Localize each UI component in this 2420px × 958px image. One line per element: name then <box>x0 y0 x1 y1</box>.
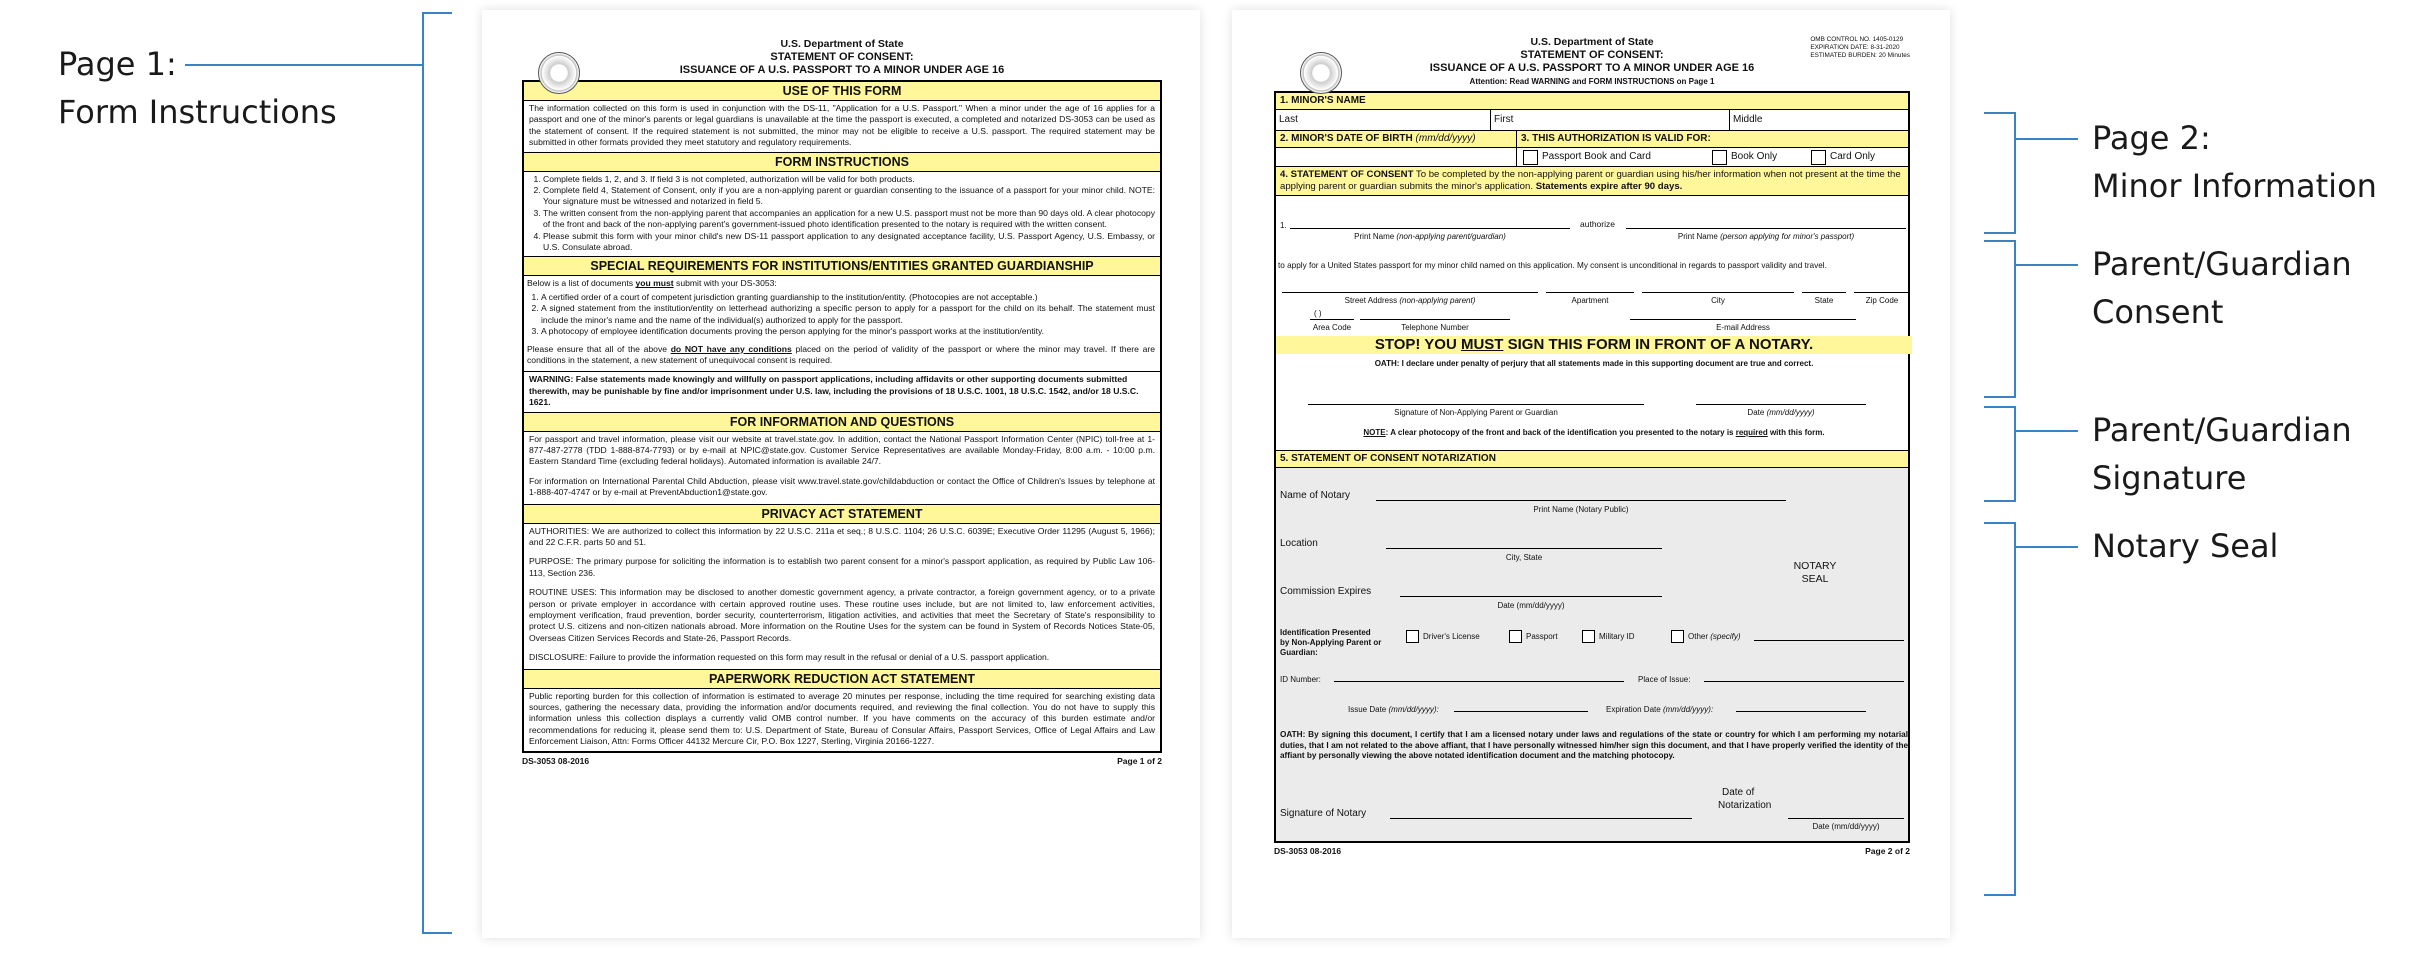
date-of-text: Date of <box>1722 787 1755 798</box>
minors-name-heading: 1. MINOR'S NAME <box>1276 93 1908 110</box>
stop-c: SIGN THIS FORM IN FRONT OF A NOTARY. <box>1503 336 1814 353</box>
annotation-signature <box>2092 406 2352 502</box>
military-id-checkbox[interactable] <box>1582 630 1595 643</box>
last-name-label: Last <box>1279 114 1298 126</box>
other-id-specify-input[interactable] <box>1754 630 1904 641</box>
cap-print-a-i: (non-applying parent/guardian) <box>1396 232 1506 241</box>
date-of-notarization-label <box>1718 786 1771 812</box>
privacy-purpose: PURPOSE: The primary purpose for soliciting the information is to establish two parent consent for a minor's passport application, as required by Public Law 106-113, Section 236. <box>529 556 1155 578</box>
privacy-act-heading: PRIVACY ACT STATEMENT <box>524 504 1160 524</box>
notarization-heading: 5. STATEMENT OF CONSENT NOTARIZATION <box>1276 450 1908 468</box>
other-id-checkbox[interactable] <box>1671 630 1684 643</box>
special-item: 1. A certified order of a court of competent jurisdiction granting guardianship to the institution/entity. (Photocopies are not acceptable.) <box>541 292 1155 303</box>
bracket-minor-info-tick <box>2014 138 2078 140</box>
notarization-text: Notarization <box>1718 800 1772 811</box>
annotation-signature-line2: Signature <box>2092 459 2247 497</box>
cap-date-i: (mm/dd/yyyy) <box>1766 408 1815 417</box>
caption-area-code: Area Code <box>1312 323 1352 332</box>
notary-name-input[interactable] <box>1376 486 1786 501</box>
special-intro-c: submit with your DS-3053: <box>673 278 777 289</box>
page1-title: STATEMENT OF CONSENT: <box>770 51 914 63</box>
bracket-signature-tick <box>2014 430 2078 432</box>
cap-print-b-i: (person applying for minor's passport) <box>1720 232 1855 241</box>
caption-commission-date: Date (mm/dd/yyyy) <box>1497 601 1565 610</box>
exp-date-format: (mm/dd/yyyy): <box>1662 705 1714 714</box>
other-id-label <box>1688 631 1740 642</box>
information-text <box>524 432 1160 504</box>
id-pres-c: Guardian: <box>1280 648 1318 657</box>
note-a: NOTE <box>1363 428 1386 437</box>
street-address-input[interactable] <box>1282 282 1538 293</box>
special-note-c: placed on the period of validity of the passport or where the minor may travel. If there are conditions in the statement, a new statement of unequivocal consent is required. <box>527 343 1155 365</box>
annotation-minor-info <box>2092 114 2377 210</box>
annotation-page1 <box>58 40 337 136</box>
dob-heading <box>1276 131 1516 148</box>
area-code-paren: ( ) <box>1314 309 1322 318</box>
parent-signature-section <box>1276 394 1908 450</box>
first-name-label: First <box>1494 114 1514 126</box>
form-page-2 <box>1232 10 1950 938</box>
email-input[interactable] <box>1630 309 1856 320</box>
bracket-minor-info <box>2014 112 2016 234</box>
annotation-page1-line1: Page 1: <box>58 45 177 83</box>
special-intro <box>527 278 1155 289</box>
id-pres-a: Identification Presented <box>1280 628 1371 637</box>
seal-a: NOTARY <box>1793 560 1837 572</box>
instruction-item: 2. Complete field 4, Statement of Consent, only if you are a non-applying parent or guardian consenting to the issuance of a passport for your minor child. NOTE: Your signature must be witnessed and notarized in field 5. <box>543 185 1155 208</box>
expiration-date-label <box>1606 704 1713 715</box>
cap-print-a: Print Name <box>1354 232 1395 241</box>
page1-footer <box>522 756 1162 767</box>
id-number-input[interactable] <box>1334 671 1624 682</box>
place-of-issue-label: Place of Issue: <box>1638 675 1691 684</box>
opt-card-only-label: Card Only <box>1830 151 1876 163</box>
passport-id-checkbox[interactable] <box>1509 630 1522 643</box>
consent-expiry: Statements expire after 90 days. <box>1535 181 1683 192</box>
page-number: Page 2 of 2 <box>1865 846 1910 856</box>
omb-info <box>1810 36 1910 60</box>
caption-print-name-b <box>1626 231 1906 242</box>
consent-heading <box>1276 167 1908 196</box>
special-item: 2. A signed statement from the institution/entity on letterhead authorizing a specific person to apply for a passport for the child on its behalf. The statement must include the minor's name and the name of the individual(s) authorized to apply for the passport. <box>541 303 1155 326</box>
bracket-signature-bottom <box>1984 500 2016 502</box>
applicant-name-input[interactable] <box>1626 218 1906 229</box>
consent-heading-title: 4. STATEMENT OF CONSENT <box>1280 169 1414 180</box>
page2-footer <box>1274 846 1910 857</box>
page1-dept: U.S. Department of State <box>780 38 904 50</box>
form-instructions-list <box>524 172 1160 257</box>
area-code-input[interactable] <box>1310 309 1354 320</box>
use-of-form-text: The information collected on this form is used in conjunction with the DS-11, "Application for a U.S. Passport." When a minor under the age of 16 applies for a passport and one of the minor's parents or legal guardians is unavailable at the time the passport is executed, a completed and notarized DS-3053 can be used as the statement of consent. If the required statement is not submitted, the minor may not be eligible to receive a U.S. passport. The required statement may be submitted in other formats provided they meet statutory and regulatory requirements. <box>529 103 1155 148</box>
special-note <box>527 344 1155 367</box>
identification-note <box>1276 427 1912 438</box>
annotation-consent <box>2092 240 2352 336</box>
zip-code-input[interactable] <box>1854 282 1910 293</box>
cap-street-i: (non-applying parent) <box>1399 296 1476 305</box>
issue-date-format: (mm/dd/yyyy): <box>1388 705 1439 714</box>
caption-notarization-date: Date (mm/dd/yyyy) <box>1812 822 1880 831</box>
telephone-input[interactable] <box>1360 309 1510 320</box>
passport-id-label: Passport <box>1526 631 1558 641</box>
page2-title: STATEMENT OF CONSENT: <box>1520 49 1664 61</box>
cap-print-b: Print Name <box>1677 232 1718 241</box>
identification-presented-label <box>1280 628 1381 658</box>
privacy-authorities: AUTHORITIES: We are authorized to collect this information by 22 U.S.C. 211a et seq.; 8 U.S.C. 1104; 26 U.S.C. 6039E; Executive Order 11295 (August 5, 1966); and 22 C.F.R. parts 50 and 51. <box>529 525 1155 547</box>
consent-heading-desc: To be completed by the non-applying parent or guardian using his/her information when not present at the time the applying parent or guardian submits the minor's application. <box>1280 169 1901 192</box>
book-only-checkbox[interactable] <box>1712 150 1727 165</box>
page1-header <box>522 38 1162 77</box>
omb-burden: ESTIMATED BURDEN: 20 Minutes <box>1810 52 1910 59</box>
commission-label: Commission Expires <box>1280 586 1372 597</box>
exp-date-text: Expiration Date <box>1606 705 1661 714</box>
consent-section <box>1276 196 1908 394</box>
authorize-label: authorize <box>1580 219 1615 229</box>
city-input[interactable] <box>1642 282 1794 293</box>
caption-email: E-mail Address <box>1716 323 1770 332</box>
issue-date-label <box>1348 704 1439 715</box>
bracket-minor-info-top <box>1984 112 2016 114</box>
privacy-act-text <box>524 524 1160 669</box>
special-note-b: do NOT have any conditions <box>670 343 792 354</box>
caption-state: State <box>1814 296 1834 305</box>
note-c: required <box>1735 428 1768 437</box>
omb-control: OMB CONTROL NO. 1405-0129 <box>1810 36 1904 43</box>
bracket-notary <box>2014 522 2016 896</box>
place-of-issue-input[interactable] <box>1704 671 1904 682</box>
omb-expiration: EXPIRATION DATE: 8-31-2020 <box>1810 44 1900 51</box>
annotation-connector <box>185 64 423 66</box>
annotation-notary <box>2092 522 2278 570</box>
page1-subtitle: ISSUANCE OF A U.S. PASSPORT TO A MINOR UNDER AGE 16 <box>679 64 1005 76</box>
consent-number: 1. <box>1280 221 1287 230</box>
bracket-consent-tick <box>2014 264 2078 266</box>
id-number-label: ID Number: <box>1280 675 1321 684</box>
instruction-item: 4. Please submit this form with your minor child's new DS-11 passport application to any designated acceptance facility, U.S. Passport Agency, U.S. Embassy, or U.S. Consulate abroad. <box>543 231 1155 254</box>
caption-print-name-a <box>1290 231 1570 242</box>
stop-a: STOP! YOU <box>1374 336 1461 353</box>
first-name-field[interactable] <box>1491 110 1730 130</box>
form-page-1 <box>482 10 1200 938</box>
state-department-seal-icon <box>538 52 580 94</box>
minors-name-row <box>1276 110 1908 131</box>
id-pres-b: by Non-Applying Parent or <box>1280 638 1382 647</box>
other-id-specify: (specify) <box>1710 631 1741 641</box>
parent-signature-date-input[interactable] <box>1696 394 1866 405</box>
caption-telephone: Telephone Number <box>1401 323 1469 332</box>
notary-signature-input[interactable] <box>1390 804 1692 819</box>
warning-statement: WARNING: False statements made knowingly and willfully on passport applications, including affidavits or other supporting documents submitted therewith, may be punishable by fine and/or imprisonment under U.S. law, including the provisions of 18 U.S.C. 1001, 18 U.S.C. 1542, and/or 18 U.S.C. 1621. <box>524 371 1160 411</box>
notary-signature-label: Signature of Notary <box>1280 808 1367 819</box>
caption-parent-signature: Signature of Non-Applying Parent or Guardian <box>1394 408 1558 417</box>
dob-heading-text: 2. MINOR'S DATE OF BIRTH <box>1280 133 1413 144</box>
cap-date: Date <box>1747 408 1765 417</box>
information-paragraph-2: For information on International Parental Child Abduction, please visit www.travel.state.gov/childabduction or contact the Office of Children's Issues by telephone at 1-888-407-4747 or by e-mail at PreventAbduction1@state.gov. <box>529 475 1155 498</box>
annotation-consent-line2: Consent <box>2092 293 2224 331</box>
instruction-item: 3. The written consent from the non-applying parent that accompanies an application for a new U.S. passport must not be more than 90 days old. A clear photocopy of the front and back of the non-applying parent's government-issued photo identification presented to the notary is required with the written consent. <box>543 208 1155 231</box>
page2-subtitle: ISSUANCE OF A U.S. PASSPORT TO A MINOR UNDER AGE 16 <box>1429 62 1755 74</box>
bracket-consent-top <box>1984 240 2016 242</box>
location-label: Location <box>1280 538 1318 549</box>
parent-oath: OATH: I declare under penalty of perjury that all statements made in this supporting document are true and correct. <box>1374 359 1814 368</box>
id-type-options <box>1406 630 1740 643</box>
special-intro-b: you must <box>635 278 674 289</box>
information-paragraph-1: For passport and travel information, please visit our website at travel.state.gov. In addition, contact the National Passport Information Center (NPIC) toll-free at 1-877-487-2778 (TDD 1-888-874-7793) or by e-mail at NPIC@state.gov. Customer Service Representatives are available Monday-Friday, 8:00 a.m. - 10:00 p.m. Eastern Standard Time (excluding federal holidays). Automated information is available 24/7. <box>529 433 1155 467</box>
special-item: 3. A photocopy of employee identification documents proving the person applying for the minor's passport works at the institution/entity. <box>541 326 1155 337</box>
caption-street <box>1282 295 1538 306</box>
apartment-input[interactable] <box>1546 282 1634 293</box>
annotation-minor-info-line2: Minor Information <box>2092 167 2377 205</box>
dob-format: (mm/dd/yyyy) <box>1415 133 1476 144</box>
information-heading: FOR INFORMATION AND QUESTIONS <box>524 412 1160 432</box>
middle-name-label: Middle <box>1733 114 1763 126</box>
expiration-date-input[interactable] <box>1736 701 1866 712</box>
validity-field <box>1517 131 1908 166</box>
bracket-signature <box>2014 406 2016 502</box>
caption-parent-date <box>1696 407 1866 418</box>
dob-validity-row <box>1276 131 1908 167</box>
notary-seal-area <box>1770 560 1860 586</box>
other-id-text: Other <box>1688 631 1709 641</box>
bracket-page1-bottom <box>422 932 452 934</box>
validity-heading: 3. THIS AUTHORIZATION IS VALID FOR: <box>1517 131 1908 148</box>
bracket-signature-top <box>1984 406 2016 408</box>
card-only-checkbox[interactable] <box>1811 150 1826 165</box>
special-requirements-heading: SPECIAL REQUIREMENTS FOR INSTITUTIONS/ENTITIES GRANTED GUARDIANSHIP <box>524 256 1160 276</box>
seal-b: SEAL <box>1801 573 1829 585</box>
special-requirements-text <box>524 276 1160 371</box>
annotation-minor-info-line1: Page 2: <box>2092 119 2211 157</box>
opt-book-card-label: Passport Book and Card <box>1542 151 1651 163</box>
bracket-page1-top <box>422 12 452 14</box>
dob-field[interactable] <box>1276 131 1517 166</box>
stop-b: MUST <box>1460 336 1504 353</box>
page2-dept: U.S. Department of State <box>1530 36 1654 48</box>
non-applying-parent-name-input[interactable] <box>1290 218 1570 229</box>
drivers-license-label: Driver's License <box>1423 631 1480 641</box>
bracket-page1 <box>422 12 424 934</box>
caption-notary-print: Print Name (Notary Public) <box>1533 505 1629 514</box>
form-number: DS-3053 08-2016 <box>1274 846 1342 856</box>
issue-date-text: Issue Date <box>1348 705 1387 714</box>
notarization-section <box>1276 468 1908 841</box>
cap-street: Street Address <box>1344 296 1398 305</box>
annotation-signature-line1: Parent/Guardian <box>2092 411 2352 449</box>
annotation-notary-line1: Notary Seal <box>2092 527 2279 565</box>
caption-zip: Zip Code <box>1865 296 1899 305</box>
instruction-item: 1. Complete fields 1, 2, and 3. If field 3 is not completed, authorization will be valid for both products. <box>543 174 1155 185</box>
last-name-field[interactable] <box>1276 110 1491 130</box>
state-input[interactable] <box>1802 282 1846 293</box>
page-number: Page 1 of 2 <box>1117 755 1162 766</box>
use-of-form-heading: USE OF THIS FORM <box>524 82 1160 101</box>
commission-expires-input[interactable] <box>1400 582 1662 597</box>
issue-date-input[interactable] <box>1454 701 1588 712</box>
bracket-notary-top <box>1984 522 2016 524</box>
notary-oath: OATH: By signing this document, I certify that I am a licensed notary under laws and regulations of the state or country for which I am performing my notarial duties, that I am not related to the above affiant, that I have personally witnessed him/her sign this document, and that I have properly verified the identity of the affiant by personally viewing the above notated identification document and the matching photocopy. <box>1280 730 1908 760</box>
bracket-consent-bottom <box>1984 396 2016 398</box>
drivers-license-checkbox[interactable] <box>1406 630 1419 643</box>
bracket-notary-bottom <box>1984 894 2016 896</box>
bracket-notary-tick <box>2014 546 2078 548</box>
paperwork-text: Public reporting burden for this collection of information is estimated to average 20 minutes per response, including the time required for searching existing data sources, gathering the necessary data, providing the information and/or documents required, and reviewing the final collection. You do not have to supply this information unless this collection displays a currently valid OMB control number. If you have comments on the accuracy of this burden estimate and/or recommendations for reducing it, please send them to: U.S. Department of State, Bureau of Consular Affairs, Passport Services, Office of Legal Affairs and Law Enforcement Liaison, Attn: Forms Officer 44132 Mercure Cir, P.O. Box 1227, Sterling, Virginia 20166-1227. <box>529 690 1155 747</box>
caption-apartment: Apartment <box>1571 296 1609 305</box>
opt-book-only-label: Book Only <box>1731 151 1778 163</box>
note-d: with this form. <box>1767 428 1825 437</box>
form-number: DS-3053 08-2016 <box>522 755 590 766</box>
page2-body <box>1274 91 1910 843</box>
middle-name-field[interactable] <box>1730 110 1908 130</box>
privacy-disclosure: DISCLOSURE: Failure to provide the information requested on this form may result in the refusal or denial of a U.S. passport application. <box>529 652 1050 663</box>
caption-city-state: City, State <box>1505 553 1543 562</box>
form-instructions-heading: FORM INSTRUCTIONS <box>524 152 1160 172</box>
special-note-a: Please ensure that all of the above <box>527 343 671 354</box>
notarization-date-input[interactable] <box>1788 804 1904 819</box>
passport-book-and-card-checkbox[interactable] <box>1523 150 1538 165</box>
caption-city: City <box>1711 296 1725 305</box>
state-department-seal-icon <box>1300 52 1342 94</box>
annotation-page1-line2: Form Instructions <box>58 93 337 131</box>
bracket-minor-info-bottom <box>1984 232 2016 234</box>
privacy-routine-uses: ROUTINE USES: This information may be disclosed to another domestic government agency, a private contractor, a foreign government agency, or to a private person or private employer in accordance with certain approved routine uses. These routine uses include, but are not limited to, law enforcement activities, employment verification, fraud prevention, border security, counterterrorism, litigation activities, and activities that meet the Secretary of State's responsibility to protect U.S. citizens and non-citizen nationals abroad. More information on the Routine Uses for the system can be found in System of Records Notices State-05, Overseas Citizen Services Records and State-26, Passport Records. <box>529 587 1155 643</box>
page1-body <box>522 80 1162 753</box>
special-intro-a: Below is a list of documents <box>527 278 636 289</box>
page2-attention: Attention: Read WARNING and FORM INSTRUCTIONS on Page 1 <box>1469 77 1715 86</box>
parent-signature-input[interactable] <box>1308 394 1644 405</box>
note-b: : A clear photocopy of the front and back of the identification you presented to the notary is <box>1385 428 1736 437</box>
annotation-consent-line1: Parent/Guardian <box>2092 245 2352 283</box>
consent-apply-text: to apply for a United States passport for my minor child named on this application. My consent is unconditional in regards to passport validity and travel. <box>1278 261 1827 270</box>
military-id-label: Military ID <box>1599 631 1635 641</box>
paperwork-heading: PAPERWORK REDUCTION ACT STATEMENT <box>524 669 1160 689</box>
notary-name-label: Name of Notary <box>1280 490 1351 501</box>
location-input[interactable] <box>1386 534 1662 549</box>
stop-notary-banner <box>1276 336 1912 354</box>
